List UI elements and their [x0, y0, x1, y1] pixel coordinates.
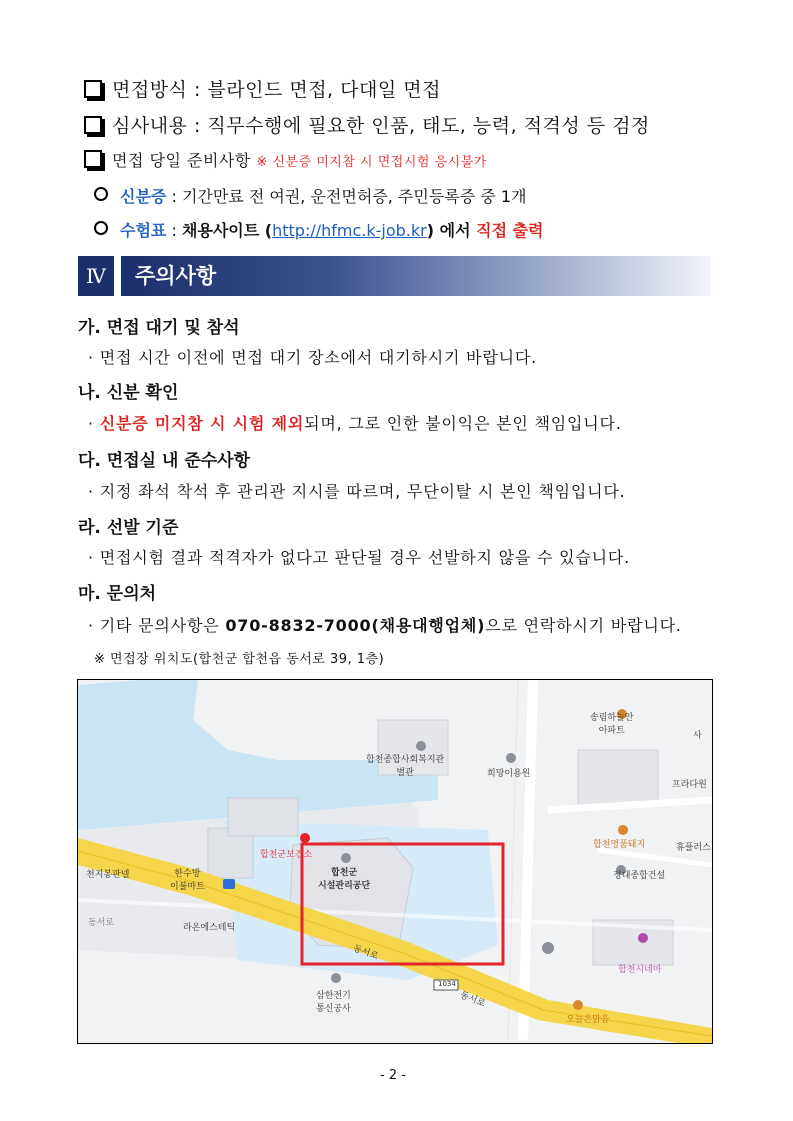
checkbox-icon: [84, 116, 102, 134]
page-number: - 2 -: [380, 1068, 406, 1083]
note-e-text: · 기타 문의사항은 070-8832-7000(채용대행업체)으로 연락하시기 바랍니다.: [88, 616, 682, 635]
map-label-health-center[interactable]: 합천군보건소: [260, 850, 313, 860]
map-label-pork[interactable]: 합천명품돼지: [593, 840, 646, 850]
map-label-today[interactable]: 오늘은맑음: [566, 1015, 610, 1025]
note-d-text: · 면접시험 결과 적격자가 없다고 판단될 경우 선발하지 않을 수 있습니다.: [88, 548, 631, 567]
note-c-text: · 지정 좌석 착석 후 관리관 지시를 따르며, 무단이탈 시 본인 책임입니다.: [88, 482, 626, 501]
note-e-title: 마. 문의처: [78, 584, 157, 604]
location-map[interactable]: [77, 679, 713, 1044]
circle-bullet-icon: [94, 187, 108, 201]
map-label-chunji[interactable]: 천지봉판넬: [86, 870, 130, 880]
map-label-construction[interactable]: 정대종합건설: [613, 871, 666, 881]
section-number: Ⅳ: [78, 256, 114, 296]
checkbox-icon: [84, 150, 102, 168]
note-a-text: · 면접 시간 이전에 면접 대기 장소에서 대기하시기 바랍니다.: [88, 348, 538, 367]
map-label-hansubang[interactable]: 한수방 이불마트: [170, 869, 205, 892]
map-label-cinema[interactable]: 합천시네마: [618, 965, 662, 975]
map-label-samhan[interactable]: 삼한전기 통신공사: [316, 991, 351, 1014]
id-item: 신분증 : 기간만료 전 여권, 운전면허증, 주민등록증 중 1개: [94, 184, 526, 207]
map-caption: ※ 면접장 위치도(합천군 합천읍 동서로 39, 1층): [94, 652, 385, 667]
circle-bullet-icon: [94, 221, 108, 235]
job-site-link[interactable]: http://hfmc.k-job.kr: [272, 221, 427, 240]
map-label-welfare[interactable]: 합천종합사회복지관 별관: [366, 755, 445, 778]
note-b-text: · 신분증 미지참 시 시험 제외되며, 그로 인한 불이익은 본인 책임입니다.: [88, 414, 622, 433]
note-d-title: 라. 선발 기준: [78, 518, 179, 538]
prep-note: ※ 신분증 미지참 시 면접시험 응시불가: [256, 155, 487, 170]
map-label-hope[interactable]: 희망이용원: [487, 769, 531, 779]
map-road-label-2: 동서로: [458, 990, 487, 1010]
map-label-apartment[interactable]: 송림하늘안 아파트: [590, 713, 634, 736]
map-route-number: 1034: [438, 980, 456, 988]
note-c-title: 다. 면접실 내 준수사항: [78, 451, 251, 471]
prep-item: 면접 당일 준비사항 ※ 신분증 미지참 시 면접시험 응시불가: [84, 148, 487, 171]
map-label-happy[interactable]: 휴플러스: [676, 843, 711, 853]
ticket-item: 수험표 : 채용사이트 (http://hfmc.k-job.kr) 에서 직접 출력: [94, 218, 544, 241]
map-label-prada[interactable]: 프라다원: [672, 780, 707, 790]
method-item: 면접방식 : 블라인드 면접, 다대일 면접: [84, 75, 441, 102]
note-a-title: 가. 면접 대기 및 참석: [78, 318, 240, 338]
content-item: 심사내용 : 직무수행에 필요한 인품, 태도, 능력, 적격성 등 검정: [84, 111, 650, 138]
map-road-label-1: 동서로: [351, 943, 380, 963]
map-label-target[interactable]: 합천군 시설관리공단: [318, 868, 371, 891]
map-label-raon[interactable]: 라온에스테틱: [183, 923, 236, 933]
checkbox-icon: [84, 80, 102, 98]
note-b-title: 나. 신분 확인: [78, 383, 179, 403]
section-title: 주의사항: [135, 264, 217, 288]
map-label-sa[interactable]: 사: [693, 731, 702, 741]
map-road-label-3: 동서로: [88, 918, 115, 928]
